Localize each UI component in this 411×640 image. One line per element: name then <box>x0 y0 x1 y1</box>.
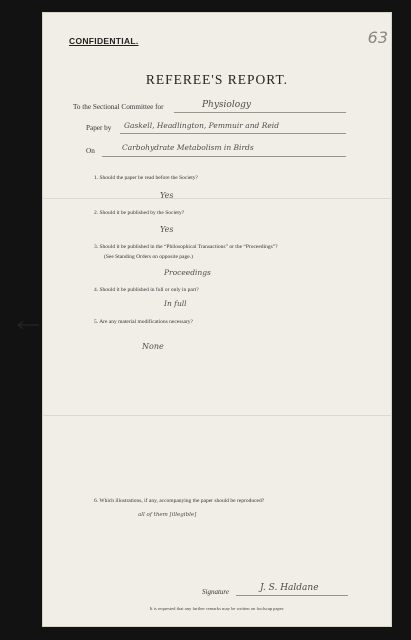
fold-line <box>42 415 392 416</box>
answer-2: Yes <box>160 225 174 234</box>
footer-note: It is requested that any further remarks may be written on foolscap paper. <box>149 606 285 611</box>
page-title: REFEREE'S REPORT. <box>145 72 289 87</box>
paper-authors: Gaskell, Headlington, Pemmuir and Reid <box>124 121 280 130</box>
question-1: 1. Should the paper be read before the Society? <box>94 175 199 181</box>
referee-report-sheet <box>42 12 392 627</box>
signature-value: J. S. Haldane <box>260 583 319 593</box>
signature-label: Signature <box>202 588 229 596</box>
paper-subject: Carbohydrate Metabolism in Birds <box>122 143 254 152</box>
answer-3: Proceedings <box>164 268 211 277</box>
question-3: 3. Should it be published in the “Philosophical Transactions” or the “Proceedings”? <box>94 244 278 250</box>
committee-label: To the Sectional Committee for <box>73 103 164 111</box>
committee-value: Physiology <box>202 100 251 110</box>
question-4: 4. Should it be published in full or only in part? <box>94 287 199 293</box>
answer-1: Yes <box>160 191 174 200</box>
committee-underline <box>174 112 346 113</box>
question-3-note: (See Standing Orders on opposite page.) <box>104 254 193 260</box>
paper-underline <box>120 133 346 134</box>
question-2: 2. Should it be published by the Society? <box>94 210 185 216</box>
archive-number: 63 <box>367 28 388 47</box>
answer-5: None <box>142 342 164 351</box>
paper-label: Paper by <box>86 124 112 132</box>
question-5: 5. Are any material modifications necessary? <box>94 319 193 325</box>
answer-4: In full <box>164 299 187 308</box>
on-label: On <box>86 147 95 155</box>
answer-6: all of them [illegible] <box>138 512 197 518</box>
fold-line <box>42 198 392 199</box>
signature-underline <box>236 595 348 596</box>
on-underline <box>102 156 346 157</box>
question-6: 6. Which illustrations, if any, accompanying the paper should be reproduced? <box>94 498 265 504</box>
arrow-left-icon <box>15 320 41 330</box>
confidential-heading: CONFIDENTIAL. <box>69 36 139 46</box>
